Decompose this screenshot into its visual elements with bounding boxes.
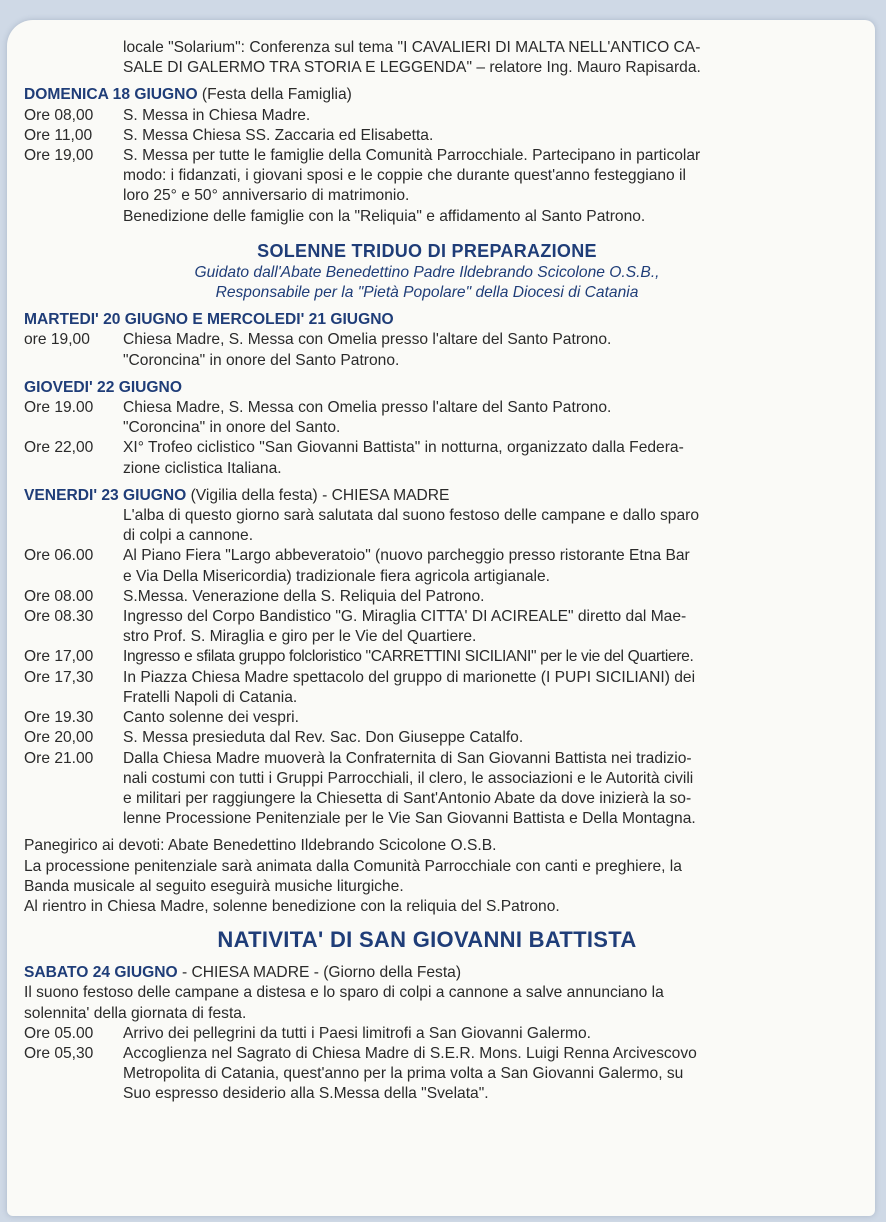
day-heading bbox=[24, 378, 830, 398]
event-time: Ore 19,00 bbox=[24, 147, 94, 165]
event-text: S. Messa in Chiesa Madre. bbox=[123, 106, 311, 124]
event-row bbox=[24, 1024, 830, 1044]
event-text: Canto solenne dei vespri. bbox=[123, 709, 299, 727]
day-intro-text: di colpi a cannone. bbox=[123, 527, 254, 545]
event-row bbox=[24, 126, 830, 146]
day-heading bbox=[24, 486, 830, 506]
event-text: Al Piano Fiera "Largo abbeveratoio" (nuovo parcheggio presso ristorante Etna Bar bbox=[123, 547, 690, 565]
event-row bbox=[24, 607, 830, 647]
event-text: Chiesa Madre, S. Messa con Omelia presso l'altare del Santo Patrono. bbox=[123, 399, 612, 417]
event-text: nali costumi con tutti i Gruppi Parrocchiali, il clero, le associazioni e le Autorità civili bbox=[123, 769, 694, 787]
event-text: loro 25° e 50° anniversario di matrimonio. bbox=[123, 187, 410, 205]
event-row bbox=[24, 708, 830, 728]
event-text: Ingresso e sfilata gruppo folcloristico "CARRETTINI SICILIANI" per le vie del Quartiere. bbox=[123, 648, 694, 666]
closing-text: Banda musicale al seguito eseguirà musiche liturgiche. bbox=[24, 877, 404, 895]
day-heading-note: - CHIESA MADRE - (Giorno della Festa) bbox=[177, 964, 462, 982]
event-text: S. Messa per tutte le famiglie della Comunità Parrocchiale. Partecipano in particolar bbox=[123, 147, 701, 165]
triduo-section bbox=[24, 239, 830, 303]
day-intro-text: solennita' della giornata di festa. bbox=[24, 1004, 247, 1022]
event-time: Ore 05,30 bbox=[24, 1044, 94, 1062]
event-time: Ore 19.00 bbox=[24, 399, 94, 417]
event-text: e militari per raggiungere la Chiesetta di Sant'Antonio Abate da dove inizierà la so- bbox=[123, 789, 692, 807]
event-text: zione ciclistica Italiana. bbox=[123, 459, 282, 477]
event-text: Dalla Chiesa Madre muoverà la Confraternita di San Giovanni Battista nei tradizio- bbox=[123, 749, 692, 767]
event-text: "Coroncina" in onore del Santo. bbox=[123, 419, 341, 437]
event-row bbox=[24, 398, 830, 438]
event-text: Accoglienza nel Sagrato di Chiesa Madre di S.E.R. Mons. Luigi Renna Arcivescovo bbox=[123, 1044, 697, 1062]
event-row bbox=[24, 587, 830, 607]
event-row bbox=[24, 668, 830, 708]
intro-block bbox=[24, 38, 830, 78]
event-time: Ore 21.00 bbox=[24, 749, 94, 767]
day-heading-label: VENERDI' 23 GIUGNO bbox=[24, 486, 187, 504]
event-text: Suo espresso desiderio alla S.Messa della "Svelata". bbox=[123, 1085, 489, 1103]
section-subtitle: Guidato dall'Abate Benedettino Padre Ildebrando Scicolone O.S.B., bbox=[194, 263, 660, 281]
event-text: Benedizione delle famiglie con la "Reliquia" e affidamento al Santo Patrono. bbox=[123, 207, 646, 225]
day-heading-label: DOMENICA 18 GIUGNO bbox=[24, 86, 198, 104]
day-intro-text: L'alba di questo giorno sarà salutata dal suono festoso delle campane e dallo sparo bbox=[123, 507, 700, 525]
event-time: Ore 17,00 bbox=[24, 648, 94, 666]
day-heading bbox=[24, 310, 830, 330]
day-heading bbox=[24, 963, 830, 983]
event-text: Arrivo dei pellegrini da tutti i Paesi limitrofi a San Giovanni Galermo. bbox=[123, 1024, 592, 1042]
event-text: S. Messa presieduta dal Rev. Sac. Don Giuseppe Catalfo. bbox=[123, 729, 524, 747]
event-row bbox=[24, 438, 830, 478]
day-domenica bbox=[24, 85, 830, 226]
event-time: Ore 17,30 bbox=[24, 668, 94, 686]
closing-text: Al rientro in Chiesa Madre, solenne benedizione con la reliquia del S.Patrono. bbox=[24, 897, 560, 915]
event-row bbox=[24, 647, 830, 667]
event-text: stro Prof. S. Miraglia e giro per le Vie del Quartiere. bbox=[123, 628, 477, 646]
event-time: Ore 05.00 bbox=[24, 1024, 94, 1042]
event-text: e Via Della Misericordia) tradizionale fiera agricola artigianale. bbox=[123, 567, 551, 585]
event-text: Metropolita di Catania, quest'anno per la prima volta a San Giovanni Galermo, su bbox=[123, 1065, 684, 1083]
day-giovedi bbox=[24, 378, 830, 479]
event-row bbox=[24, 728, 830, 748]
event-time: Ore 08.00 bbox=[24, 587, 94, 605]
event-text: XI° Trofeo ciclistico "San Giovanni Battista" in notturna, organizzato dalla Federa- bbox=[123, 439, 684, 457]
section-subtitle: Responsabile per la "Pietà Popolare" della Diocesi di Catania bbox=[215, 284, 639, 302]
day-heading-note: (Vigilia della festa) - CHIESA MADRE bbox=[186, 486, 450, 504]
event-row bbox=[24, 546, 830, 586]
day-venerdi bbox=[24, 486, 830, 917]
event-text: Ingresso del Corpo Bandistico "G. Miraglia CITTA' DI ACIREALE" diretto dal Mae- bbox=[123, 608, 687, 626]
day-intro-text: Il suono festoso delle campane a distesa e lo sparo di colpi a cannone a salve annunciano la bbox=[24, 984, 664, 1002]
event-text: modo: i fidanzati, i giovani sposi e le coppie che durante quest'anno festeggiano il bbox=[123, 167, 686, 185]
event-text: "Coroncina" in onore del Santo Patrono. bbox=[123, 351, 400, 369]
day-martedi bbox=[24, 310, 830, 371]
section-title: NATIVITA' DI SAN GIOVANNI BATTISTA bbox=[217, 927, 637, 953]
intro-line: SALE DI GALERMO TRA STORIA E LEGGENDA" – relatore Ing. Mauro Rapisarda. bbox=[123, 59, 701, 77]
event-time: Ore 11,00 bbox=[24, 126, 93, 144]
event-row bbox=[24, 146, 830, 227]
program-content bbox=[24, 38, 830, 1105]
day-heading-label: MARTEDI' 20 GIUGNO E MERCOLEDI' 21 GIUGNO bbox=[24, 311, 394, 329]
section-title: SOLENNE TRIDUO DI PREPARAZIONE bbox=[257, 240, 597, 261]
event-text: In Piazza Chiesa Madre spettacolo del gruppo di marionette (I PUPI SICILIANI) dei bbox=[123, 668, 696, 686]
event-time: Ore 22,00 bbox=[24, 439, 94, 457]
event-time: Ore 08,00 bbox=[24, 106, 94, 124]
event-text: lenne Processione Penitenziale per le Vie San Giovanni Battista e Della Montagna. bbox=[123, 810, 696, 828]
day-heading-label: SABATO 24 GIUGNO bbox=[24, 964, 178, 982]
event-row bbox=[24, 106, 830, 126]
event-time: Ore 06.00 bbox=[24, 547, 94, 565]
event-row bbox=[24, 330, 830, 370]
event-time: Ore 08.30 bbox=[24, 608, 94, 626]
event-row bbox=[24, 749, 830, 830]
event-text: Chiesa Madre, S. Messa con Omelia presso l'altare del Santo Patrono. bbox=[123, 331, 612, 349]
day-heading-note: (Festa della Famiglia) bbox=[197, 86, 352, 104]
intro-line: locale "Solarium": Conferenza sul tema "I CAVALIERI DI MALTA NELL'ANTICO CA- bbox=[123, 39, 701, 56]
closing-text: Panegirico ai devoti: Abate Benedettino Ildebrando Scicolone O.S.B. bbox=[24, 837, 497, 855]
day-heading-label: GIOVEDI' 22 GIUGNO bbox=[24, 378, 182, 396]
event-time: Ore 19.30 bbox=[24, 709, 94, 727]
event-text: S. Messa Chiesa SS. Zaccaria ed Elisabetta. bbox=[123, 126, 434, 144]
program-page bbox=[7, 20, 875, 1216]
closing-text: La processione penitenziale sarà animata dalla Comunità Parrocchiale con canti e preghiere, la bbox=[24, 857, 682, 875]
event-time: Ore 20,00 bbox=[24, 729, 94, 747]
event-text: Fratelli Napoli di Catania. bbox=[123, 688, 298, 706]
event-row bbox=[24, 1044, 830, 1105]
event-time: ore 19,00 bbox=[24, 331, 90, 349]
day-sabato bbox=[24, 963, 830, 1104]
day-heading bbox=[24, 85, 830, 105]
event-text: S.Messa. Venerazione della S. Reliquia del Patrono. bbox=[123, 587, 485, 605]
